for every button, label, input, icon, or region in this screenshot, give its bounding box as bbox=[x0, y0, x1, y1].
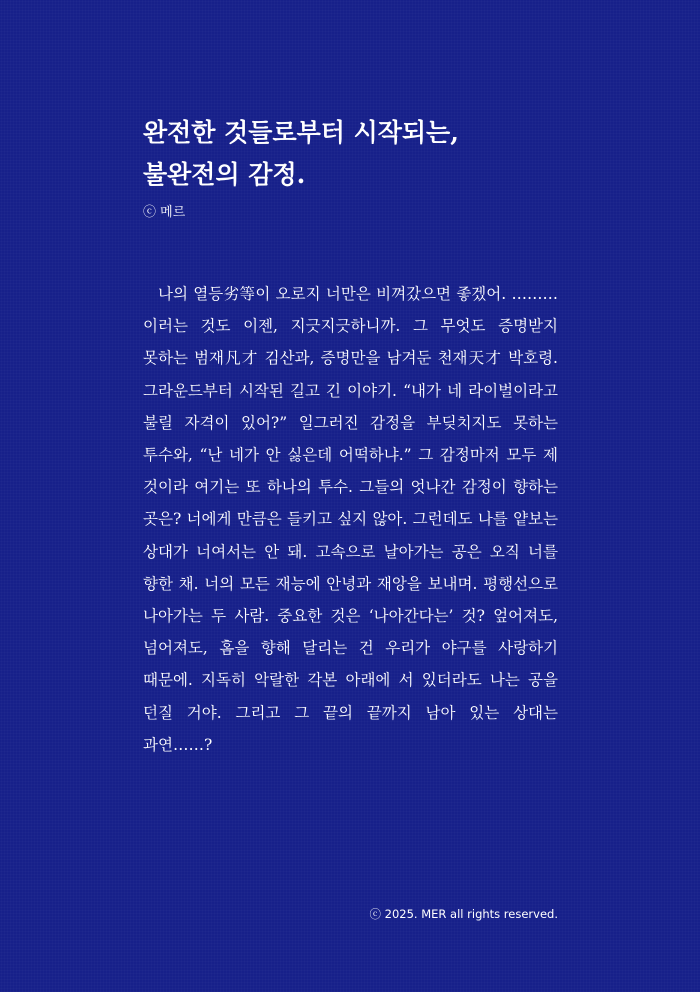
book-title bbox=[143, 112, 563, 196]
synopsis-text: 나의 열등劣等이 오로지 너만은 비껴갔으면 좋겠어. ………이러는 것도 이젠, 지긋지긋하니까. 그 무엇도 증명받지 못하는 범재凡才 김산과, 증명만을 남겨둔 천재天才 박호령. 그라운드부터 시작된 길고 긴 이야기. “내가 네 라이벌이라고 불릴 자격이 있어?” 일그러진 감정을 부딪치지도 못하는 투수와, “난 네가 안 싫은데 어떡하냐.” 그 감정마저 모두 제 것이라 여기는 또 하나의 투수. 그들의 엇나간 감정이 향하는 곳은? 너에게 만큼은 들키고 싶지 않아. 그런데도 나를 얕보는 상대가 너여서는 안 돼. 고속으로 날아가는 공은 오직 너를 향한 채. 너의 모든 재능에 안녕과 재앙을 보내며. 평행선으로 나아가는 두 사람. 중요한 것은 ‘나아간다는’ 것? 엎어져도, 넘어져도, 홈을 향해 달리는 건 우리가 야구를 사랑하기 때문에. 지독히 악랄한 각본 아래에 서 있더라도 나는 공을 던질 거야. 그리고 그 끝의 끝까지 남아 있는 상대는 과연……? bbox=[143, 285, 558, 754]
author-credit: ⓒ 메르 bbox=[143, 205, 186, 220]
title-line-1: 완전한 것들로부터 시작되는, bbox=[143, 118, 459, 147]
copyright-notice: ⓒ 2025. MER all rights reserved. bbox=[369, 907, 558, 921]
title-line-2: 불완전의 감정. bbox=[143, 160, 306, 189]
